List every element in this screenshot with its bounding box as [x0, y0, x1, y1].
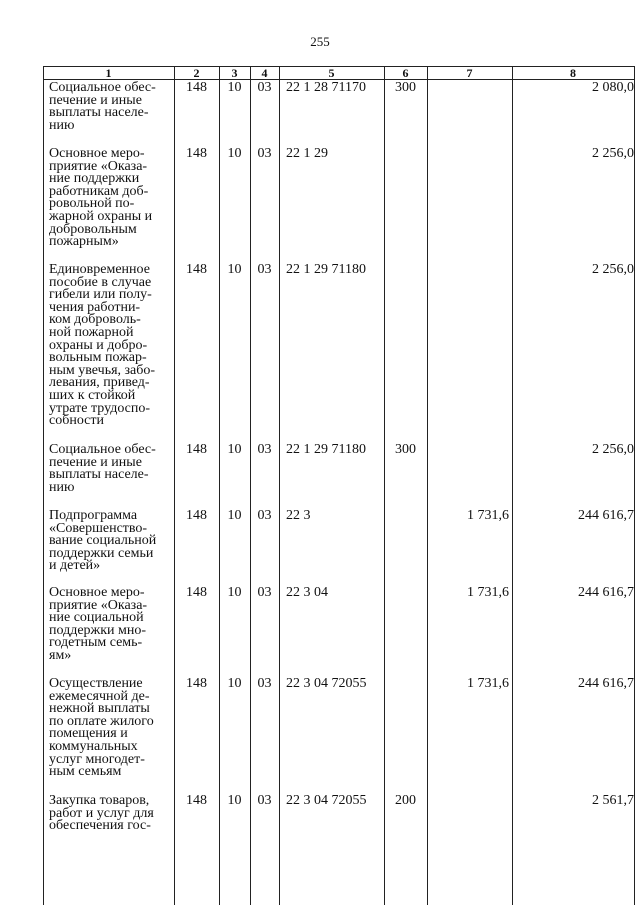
- expense-type-code: 300: [395, 442, 416, 457]
- header-col-8: 8: [570, 66, 576, 80]
- chapter-code: 148: [186, 508, 207, 523]
- target-article-code: 22 1 29 71180: [286, 442, 366, 457]
- amount-col-8: 2 080,0: [592, 80, 634, 95]
- section-code: 10: [227, 793, 242, 808]
- subsection-code: 03: [257, 442, 272, 457]
- target-article-code: 22 3: [286, 508, 311, 523]
- target-article-code: 22 1 29 71180: [286, 262, 366, 277]
- section-code: 10: [227, 262, 242, 277]
- chapter-code: 148: [186, 585, 207, 600]
- section-code: 10: [227, 508, 242, 523]
- amount-col-7: 1 731,6: [467, 676, 509, 691]
- column-border: [43, 66, 44, 905]
- chapter-code: 148: [186, 262, 207, 277]
- amount-col-7: 1 731,6: [467, 585, 509, 600]
- column-border: [279, 66, 280, 905]
- header-col-1: 1: [105, 66, 112, 80]
- section-code: 10: [227, 442, 242, 457]
- expense-type-code: 300: [395, 80, 416, 95]
- chapter-code: 148: [186, 80, 207, 95]
- column-border: [427, 66, 428, 905]
- column-border: [384, 66, 385, 905]
- subsection-code: 03: [257, 508, 272, 523]
- row-description: Основное меро- приятие «Оказа- ние социальной поддержки мно- годетным семь- ям»: [49, 585, 148, 663]
- chapter-code: 148: [186, 793, 207, 808]
- column-border: [219, 66, 220, 905]
- subsection-code: 03: [257, 146, 272, 161]
- page-number: 255: [310, 34, 330, 49]
- target-article-code: 22 3 04 72055: [286, 676, 367, 691]
- chapter-code: 148: [186, 146, 207, 161]
- subsection-code: 03: [257, 676, 272, 691]
- amount-col-8: 2 561,7: [592, 793, 634, 808]
- target-article-code: 22 1 29: [286, 146, 328, 161]
- amount-col-8: 2 256,0: [592, 146, 634, 161]
- header-col-3: 3: [231, 66, 238, 80]
- column-border: [634, 66, 635, 905]
- expense-type-code: 200: [395, 793, 416, 808]
- amount-col-7: 1 731,6: [467, 508, 509, 523]
- section-code: 10: [227, 146, 242, 161]
- amount-col-8: 2 256,0: [592, 442, 634, 457]
- subsection-code: 03: [257, 80, 272, 95]
- column-border: [512, 66, 513, 905]
- subsection-code: 03: [257, 262, 272, 277]
- target-article-code: 22 3 04: [286, 585, 328, 600]
- header-col-4: 4: [261, 66, 268, 80]
- header-col-5: 5: [328, 66, 335, 80]
- row-description: Единовременное пособие в случае гибели или полу- чения работни- ком доброволь- ной пожарной охраны и добро- вольным пожар- ным увечья, забо- левания, привед- ших к стойкой утрате трудоспо- собности: [49, 262, 156, 429]
- header-col-6: 6: [402, 66, 409, 80]
- section-code: 10: [227, 80, 242, 95]
- amount-col-8: 244 616,7: [578, 676, 634, 691]
- chapter-code: 148: [186, 676, 207, 691]
- row-description: Социальное обес- печение и иные выплаты населе- нию: [49, 442, 156, 495]
- column-border: [250, 66, 251, 905]
- amount-col-8: 2 256,0: [592, 262, 634, 277]
- amount-col-8: 244 616,7: [578, 508, 634, 523]
- section-code: 10: [227, 585, 242, 600]
- chapter-code: 148: [186, 442, 207, 457]
- row-description: Подпрограмма «Совершенство- вание социальной поддержки семьи и детей»: [49, 508, 157, 574]
- target-article-code: 22 3 04 72055: [286, 793, 367, 808]
- column-border: [174, 66, 175, 905]
- row-description: Социальное обес- печение и иные выплаты населе- нию: [49, 80, 156, 133]
- subsection-code: 03: [257, 793, 272, 808]
- row-description: Закупка товаров, работ и услуг для обеспечения гос-: [49, 793, 154, 834]
- header-col-2: 2: [193, 66, 200, 80]
- row-description: Основное меро- приятие «Оказа- ние поддержки работникам доб- ровольной по- жарной охраны и добровольным пожарным»: [49, 146, 153, 250]
- header-col-7: 7: [466, 66, 473, 80]
- amount-col-8: 244 616,7: [578, 585, 634, 600]
- budget-table: [43, 66, 635, 905]
- section-code: 10: [227, 676, 242, 691]
- target-article-code: 22 1 28 71170: [286, 80, 366, 95]
- row-description: Осуществление ежемесячной де- нежной выплаты по оплате жилого помещения и коммунальных услуг многодет- ным семьям: [49, 676, 154, 780]
- subsection-code: 03: [257, 585, 272, 600]
